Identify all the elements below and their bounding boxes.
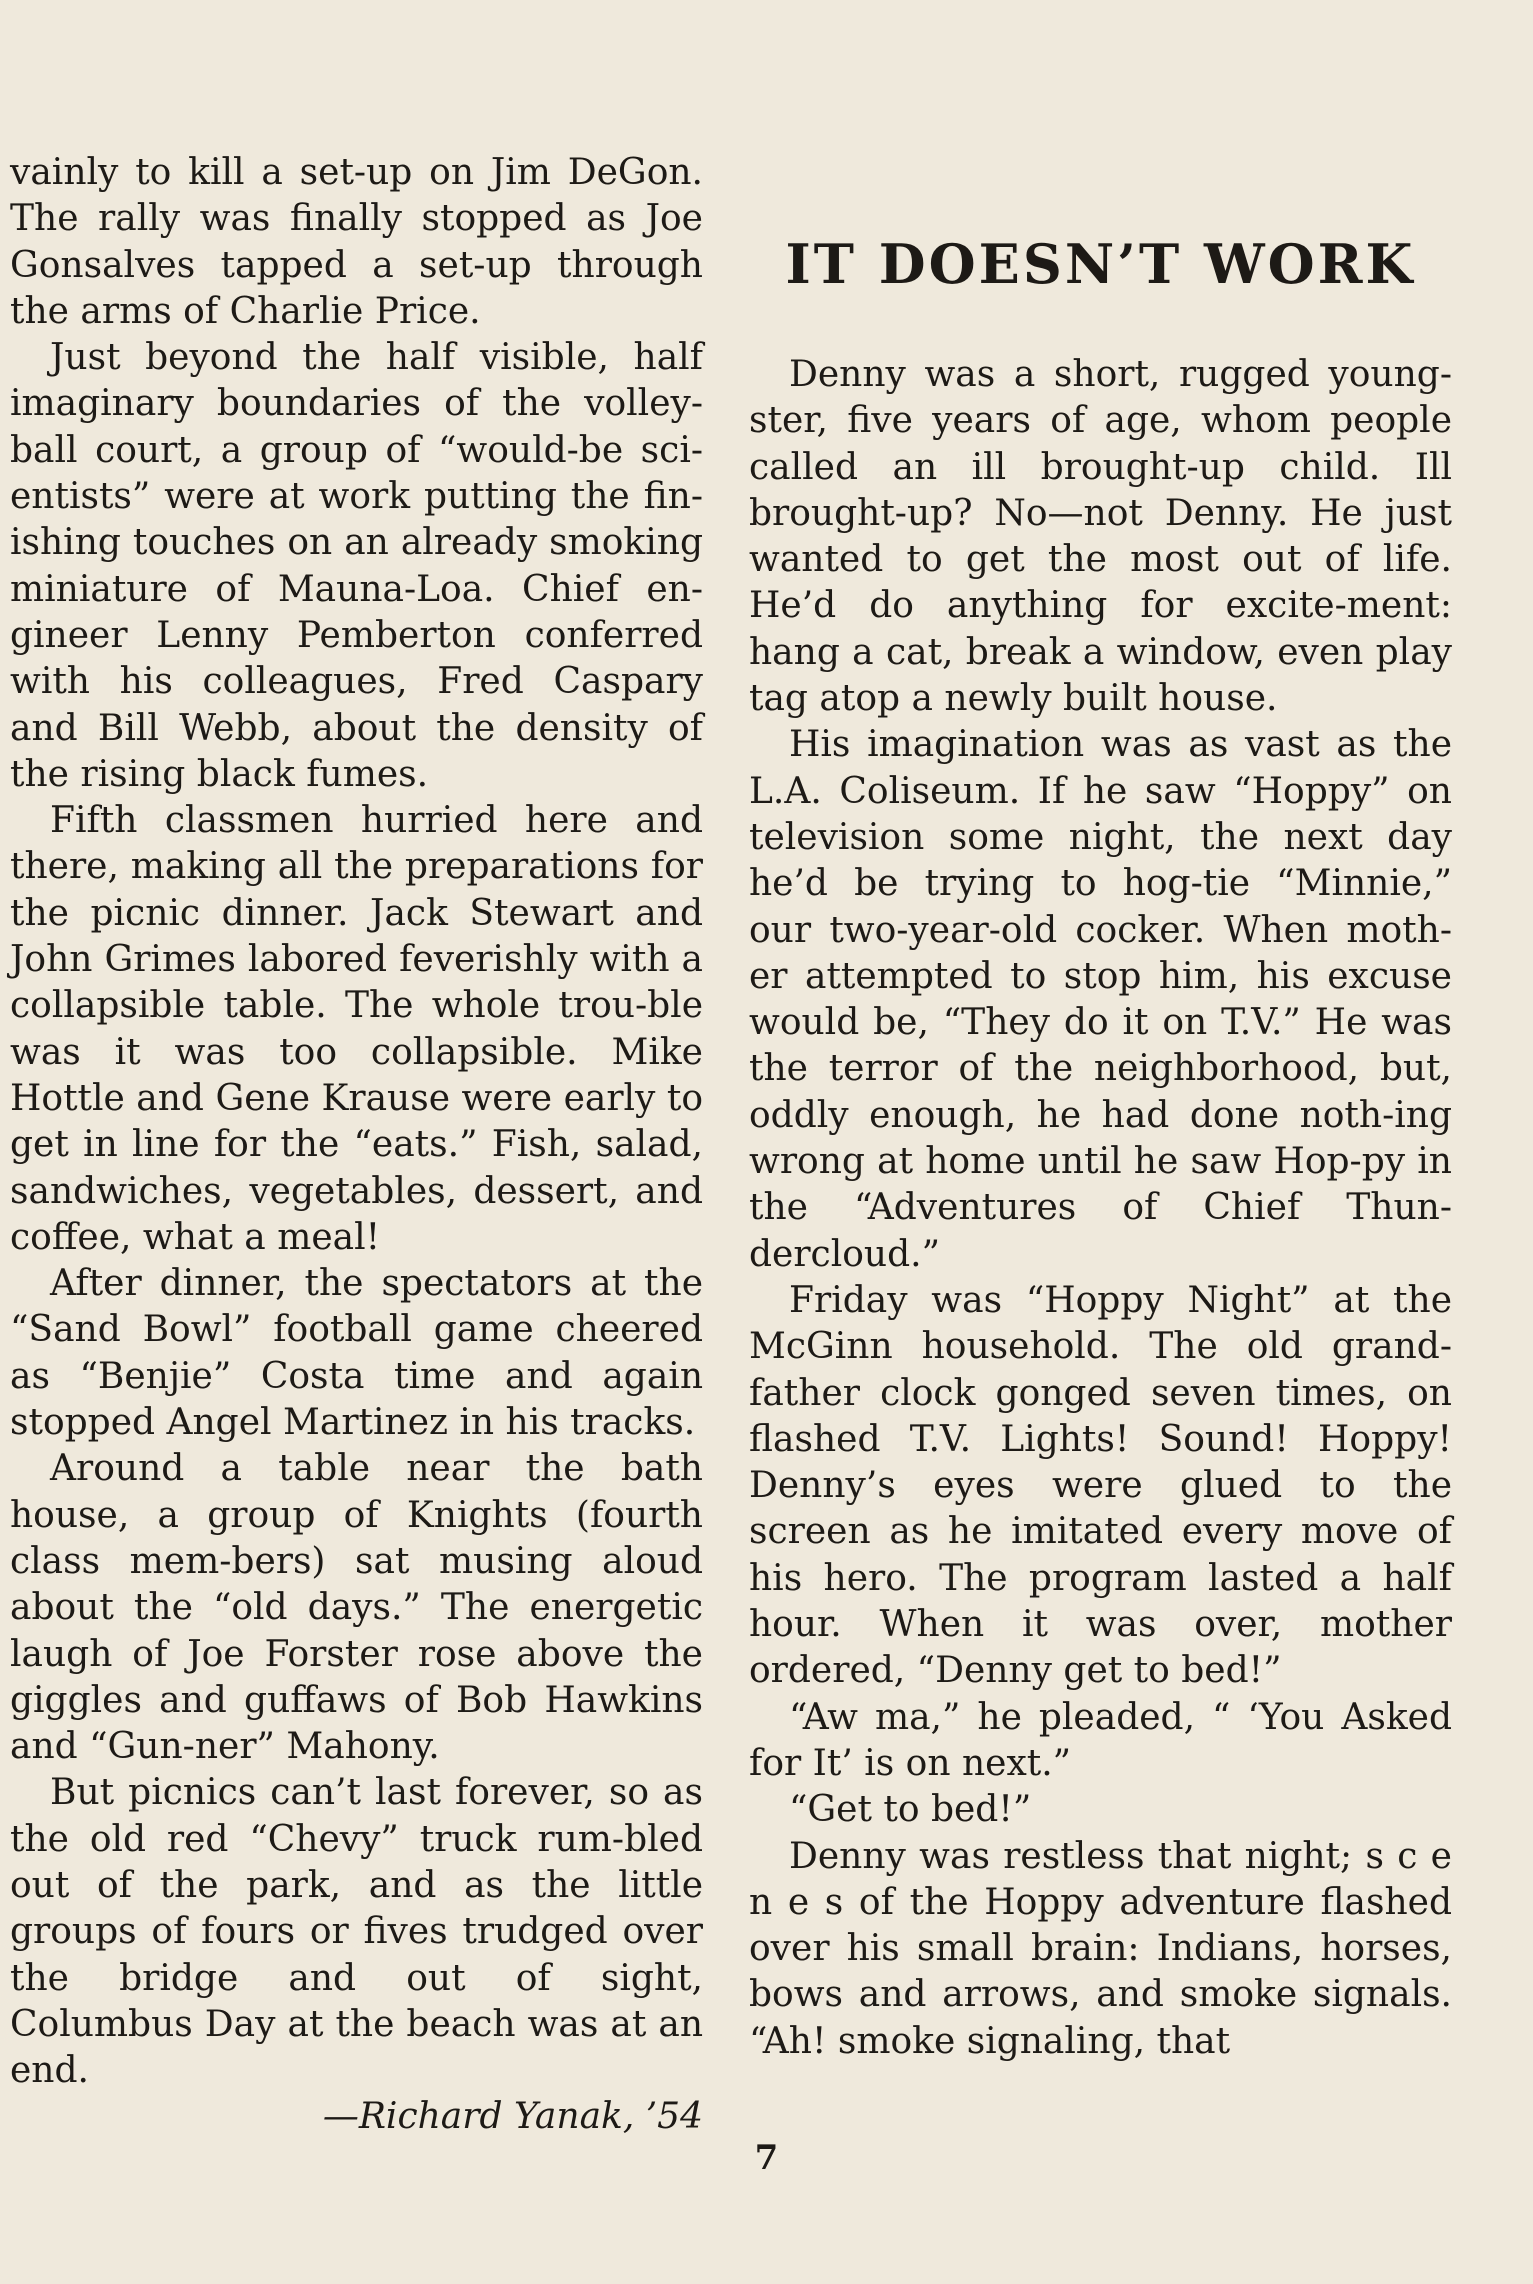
page-number: 7 xyxy=(754,2138,779,2178)
left-column xyxy=(10,150,703,2141)
right-paragraph-6: Denny was restless that night; s c e n e s of the Hoppy adventure flashed over his small brain: Indians, horses, bows and arrows, and smoke signals. “Ah! smoke signaling, that xyxy=(749,1835,1452,2062)
author-byline: —Richard Yanak, ’54 xyxy=(322,2096,703,2138)
right-paragraph-4: “Aw ma,” he pleaded, “ ‘You Asked for It’ is on next.” xyxy=(749,1696,1452,1784)
left-paragraph-3: Fifth classmen hurried here and there, making all the preparations for the picnic dinner. Jack Stewart and John Grimes labored feverishly with a collapsible table. The whole trou-ble was it was too collapsible. Mike Hottle and Gene Krause were early to get in line for the “eats.” Fish, salad, sandwiches, vegetables, dessert, and coffee, what a meal! xyxy=(10,800,703,1258)
left-paragraph-4: After dinner, the spectators at the “Sand Bowl” football game cheered as “Benjie” Costa time and again stopped Angel Martinez in his tracks. xyxy=(10,1263,703,1444)
right-paragraph-5: “Get to bed!” xyxy=(789,1789,1032,1831)
left-paragraph-6: But picnics can’t last forever, so as the old red “Chevy” truck rum-bled out of the park, and as the little groups of fours or fives trudged over the bridge and out of sight, Columbus Day at the beach was at an end. xyxy=(10,1772,703,2092)
right-paragraph-2: His imagination was as vast as the L.A. Coliseum. If he saw “Hoppy” on television some night, the next day he’d be trying to hog-tie “Minnie,” our two-year-old cocker. When moth-er attempted to stop him, his excuse would be, “They do it on T.V.” He was the terror of the neighborhood, but, oddly enough, he had done noth-ing wrong at home until he saw Hop-py in the “Adventures of Chief Thun-dercloud.” xyxy=(749,724,1452,1275)
article-heading: IT DOESN’T WORK xyxy=(785,232,1416,296)
left-paragraph-1: vainly to kill a set-up on Jim DeGon. The rally was finally stopped as Joe Gonsalves tapped a set-up through the arms of Charlie Price. xyxy=(10,152,703,332)
right-paragraph-3: Friday was “Hoppy Night” at the McGinn household. The old grand-father clock gonged seven times, on flashed T.V. Lights! Sound! Hoppy! Denny’s eyes were glued to the screen as he imitated every move of his hero. The program lasted a half hour. When it was over, mother ordered, “Denny get to bed!” xyxy=(749,1279,1452,1692)
right-paragraph-1: Denny was a short, rugged young-ster, five years of age, whom people called an ill brought-up child. Ill brought-up? No—not Denny. He just wanted to get the most out of life. He’d do anything for excite-ment: hang a cat, break a window, even play tag atop a newly built house. xyxy=(749,354,1452,720)
left-paragraph-5: Around a table near the bath house, a group of Knights (fourth class mem-bers) sat musing aloud about the “old days.” The energetic laugh of Joe Forster rose above the giggles and guffaws of Bob Hawkins and “Gun-ner” Mahony. xyxy=(10,1448,703,1768)
right-column xyxy=(749,352,1452,2065)
left-paragraph-2: Just beyond the half visible, half imaginary boundaries of the volley-ball court, a group of “would-be sci-entists” were at work putting the fin-ishing touches on an already smoking miniature of Mauna-Loa. Chief en-gineer Lenny Pemberton conferred with his colleagues, Fred Caspary and Bill Webb, about the density of the rising black fumes. xyxy=(10,337,703,795)
